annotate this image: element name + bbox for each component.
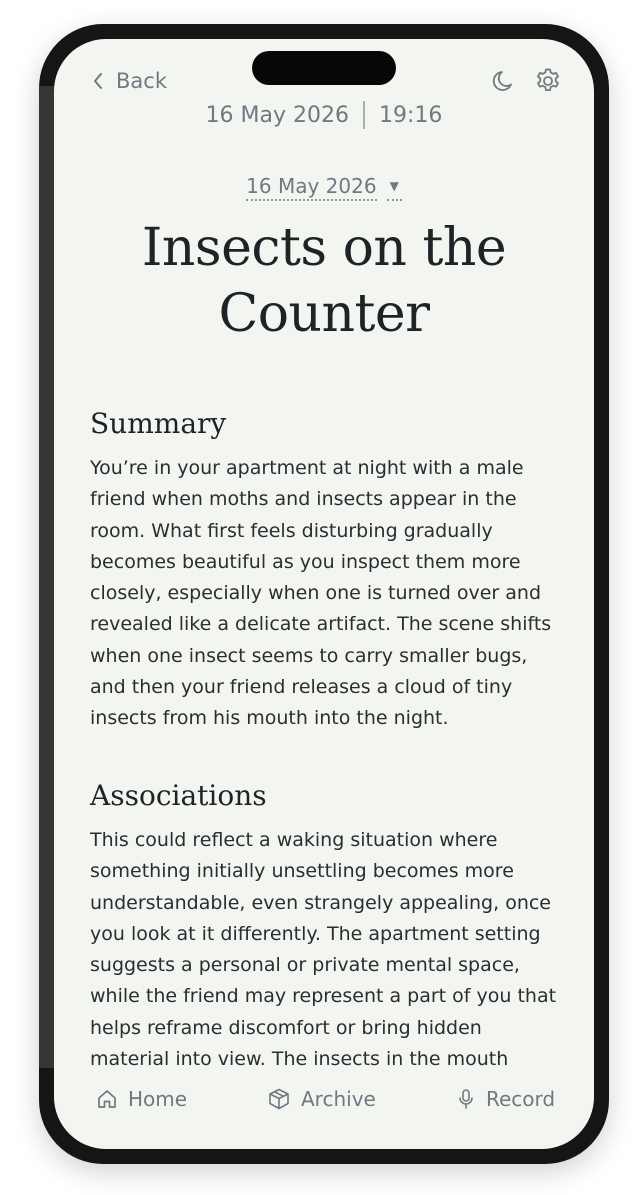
associations-heading: Associations [90, 779, 267, 812]
settings-button[interactable] [532, 65, 564, 97]
nav-archive-button[interactable] [267, 1087, 376, 1111]
bottom-navigation [54, 1079, 594, 1139]
archive-box-icon [267, 1087, 291, 1111]
status-time: 19:16 [379, 102, 443, 128]
nav-home-button[interactable] [96, 1087, 187, 1111]
entry-date-value: 16 May 2026 [246, 173, 376, 201]
microphone-icon [456, 1088, 476, 1110]
nav-archive-label: Archive [301, 1087, 376, 1111]
back-button[interactable] [92, 67, 167, 95]
frame-side-band [39, 86, 55, 1068]
status-divider [363, 101, 365, 129]
moon-icon [491, 68, 517, 94]
back-label: Back [116, 69, 167, 93]
chevron-left-icon [92, 72, 104, 90]
associations-text: This could reflect a waking situation where something initially unsettling becomes more understandable, even strangely appealing, once you look at it differently. The apartment setting suggests a personal or private mental space, while the friend may represent a part of you that helps reframe discomfort or bring hidden material into view. The insects in the mouth [90, 829, 557, 1071]
caret-down-icon: ▼ [387, 173, 402, 201]
home-icon [96, 1088, 118, 1110]
status-date: 16 May 2026 [205, 102, 350, 128]
nav-record-button[interactable] [456, 1087, 555, 1111]
entry-date-selector[interactable] [54, 173, 594, 201]
gear-icon [534, 67, 562, 95]
nav-home-label: Home [128, 1087, 188, 1111]
dynamic-island [252, 51, 396, 85]
date-time-status [54, 101, 594, 129]
entry-title: Insects on the Counter [141, 218, 507, 344]
phone-frame [39, 24, 609, 1164]
nav-record-label: Record [486, 1087, 556, 1111]
app-screen [54, 39, 594, 1149]
summary-text: You’re in your apartment at night with a male friend when moths and insects appear in the room. What first feels disturbing gradually becomes beautiful as you inspect them more closely, especially when one is turned over and revealed like a delicate artifact. The scene shifts when one insect seems to carry smaller bugs, and then your friend releases a cloud of tiny insects from his mouth into the night. [90, 457, 552, 730]
theme-toggle-button[interactable] [488, 65, 520, 97]
summary-heading: Summary [90, 407, 227, 440]
